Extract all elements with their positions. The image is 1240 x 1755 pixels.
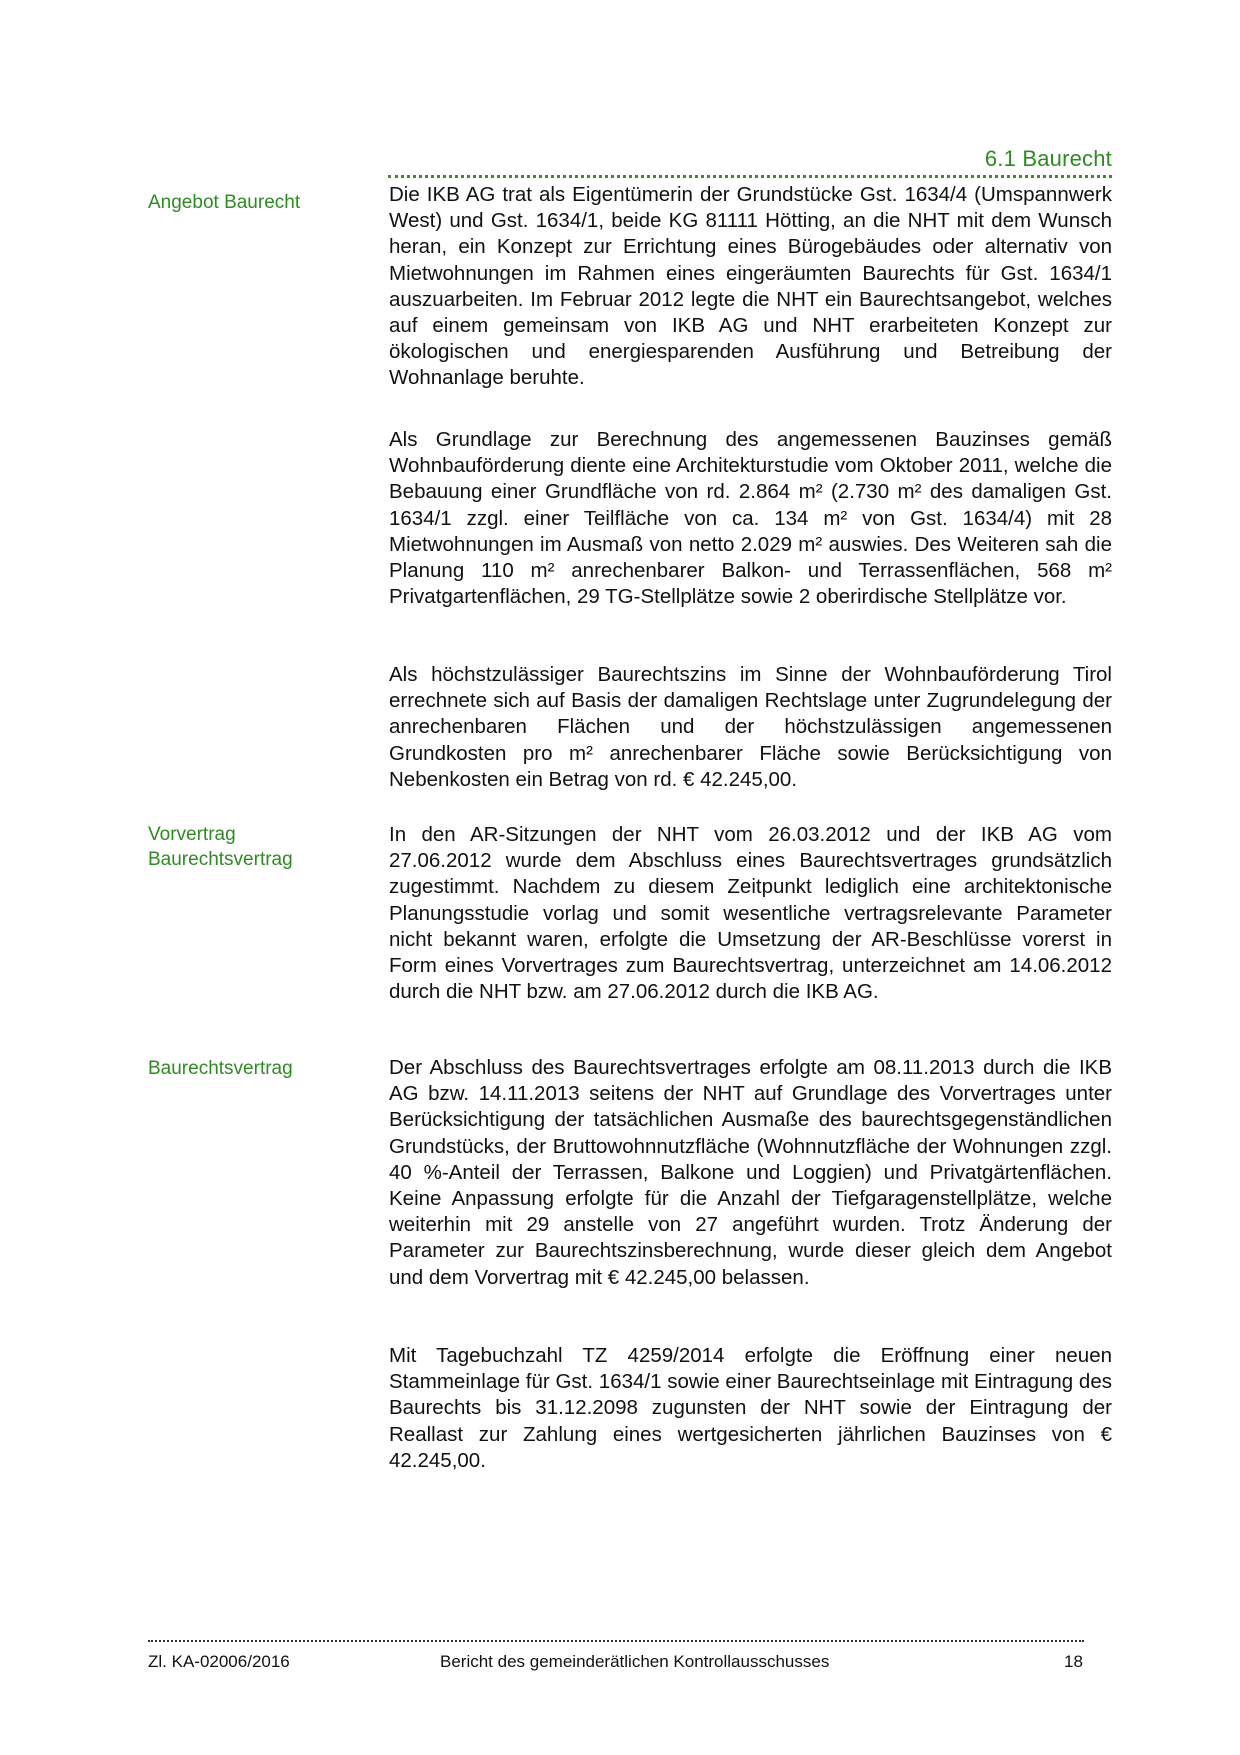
paragraph-angebot: Die IKB AG trat als Eigentümerin der Grundstücke Gst. 1634/4 (Umspannwerk West) und Gst. 1634/1, beide KG 81111 Hötting, an die NHT mit dem Wunsch heran, ein Konzept zur Errichtung eines Bürogebäudes oder alternativ von Mietwohnungen im Rahmen eines eingeräumten Baurechts für Gst. 1634/1 auszuarbeiten. Im Februar 2012 legte die NHT ein Baurechtsangebot, welches auf einem gemeinsam von IKB AG und NHT erarbeiteten Konzept zur ökologischen und energiesparenden Ausführung und Betreibung der Wohnanlage beruhte. (389, 183, 1112, 390)
margin-note-angebot-baurecht: Angebot Baurecht (148, 192, 301, 213)
section-title: 6.1 Baurecht (984, 146, 1112, 171)
header-dotted-rule (388, 175, 1112, 178)
paragraph-ar-sitzungen: In den AR-Sitzungen der NHT vom 26.03.2012 und der IKB AG vom 27.06.2012 wurde dem Abschluss eines Baurechtsvertrages grundsätzlich zugestimmt. Nachdem zu diesem Zeitpunkt lediglich eine architektonische Planungsstudie vorlag und somit wesentliche vertragsrelevante Parameter nicht bekannt waren, erfolgte die Umsetzung der AR-Beschlüsse vorerst in Form eines Vorvertrages zum Baurechtsvertrag, unterzeichnet am 14.06.2012 durch die NHT bzw. am 27.06.2012 durch die IKB AG. (389, 823, 1112, 1004)
footer-report-title: Bericht des gemeinderätlichen Kontrollausschusses (440, 1652, 830, 1671)
page-number: 18 (1064, 1652, 1083, 1671)
footer-dotted-rule (148, 1640, 1084, 1642)
paragraph-abschluss: Der Abschluss des Baurechtsvertrages erfolgte am 08.11.2013 durch die IKB AG bzw. 14.11.2013 seitens der NHT auf Grundlage des Vorvertrages unter Berücksichtigung der tatsächlichen Ausmaße des baurechtsgegenständlichen Grundstücks, der Bruttowohnnutzfläche (Wohnnutzfläche der Wohnungen zzgl. 40 %-Anteil der Terrassen, Balkone und Loggien) und Privatgärtenflächen. Keine Anpassung erfolgte für die Anzahl der Tiefgaragenstellplätze, welche weiterhin mit 29 anstelle von 27 angeführt wurden. Trotz Änderung der Parameter zur Baurechtszinsberechnung, wurde dieser gleich dem Angebot und dem Vorvertrag mit € 42.245,00 belassen. (389, 1056, 1112, 1289)
paragraph-tagebuchzahl: Mit Tagebuchzahl TZ 4259/2014 erfolgte die Eröffnung einer neuen Stammeinlage für Gst. 1634/1 sowie einer Baurechtseinlage mit Eintragung des Baurechts bis 31.12.2098 zugunsten der NHT sowie der Eintragung der Reallast zur Zahlung eines wertgesicherten jährlichen Bauzinses von € 42.245,00. (389, 1344, 1112, 1472)
margin-note-baurechtsvertrag: Baurechtsvertrag (148, 1058, 293, 1079)
margin-note-vorvertrag: Vorvertrag Baurechtsvertrag (148, 824, 293, 870)
footer-reference: Zl. KA-02006/2016 (148, 1652, 290, 1671)
paragraph-grundlage: Als Grundlage zur Berechnung des angemessenen Bauzinses gemäß Wohnbauförderung diente eine Architekturstudie vom Oktober 2011, welche die Bebauung einer Grundfläche von rd. 2.864 m² (2.730 m² des damaligen Gst. 1634/1 zzgl. einer Teilfläche von ca. 134 m² von Gst. 1634/4) mit 28 Mietwohnungen im Ausmaß von netto 2.029 m² auswies. Des Weiteren sah die Planung 110 m² anrechenbarer Balkon- und Terrassenflächen, 568 m² Privatgartenflächen, 29 TG-Stellplätze sowie 2 oberirdische Stellplätze vor. (389, 428, 1112, 609)
paragraph-baurechtszins: Als höchstzulässiger Baurechtszins im Sinne der Wohnbauförderung Tirol errechnete sich auf Basis der damaligen Rechtslage unter Zugrundelegung der anrechenbaren Flächen und der höchstzulässigen angemessenen Grundkosten pro m² anrechenbarer Fläche sowie Berücksichtigung von Nebenkosten ein Betrag von rd. € 42.245,00. (389, 663, 1112, 791)
